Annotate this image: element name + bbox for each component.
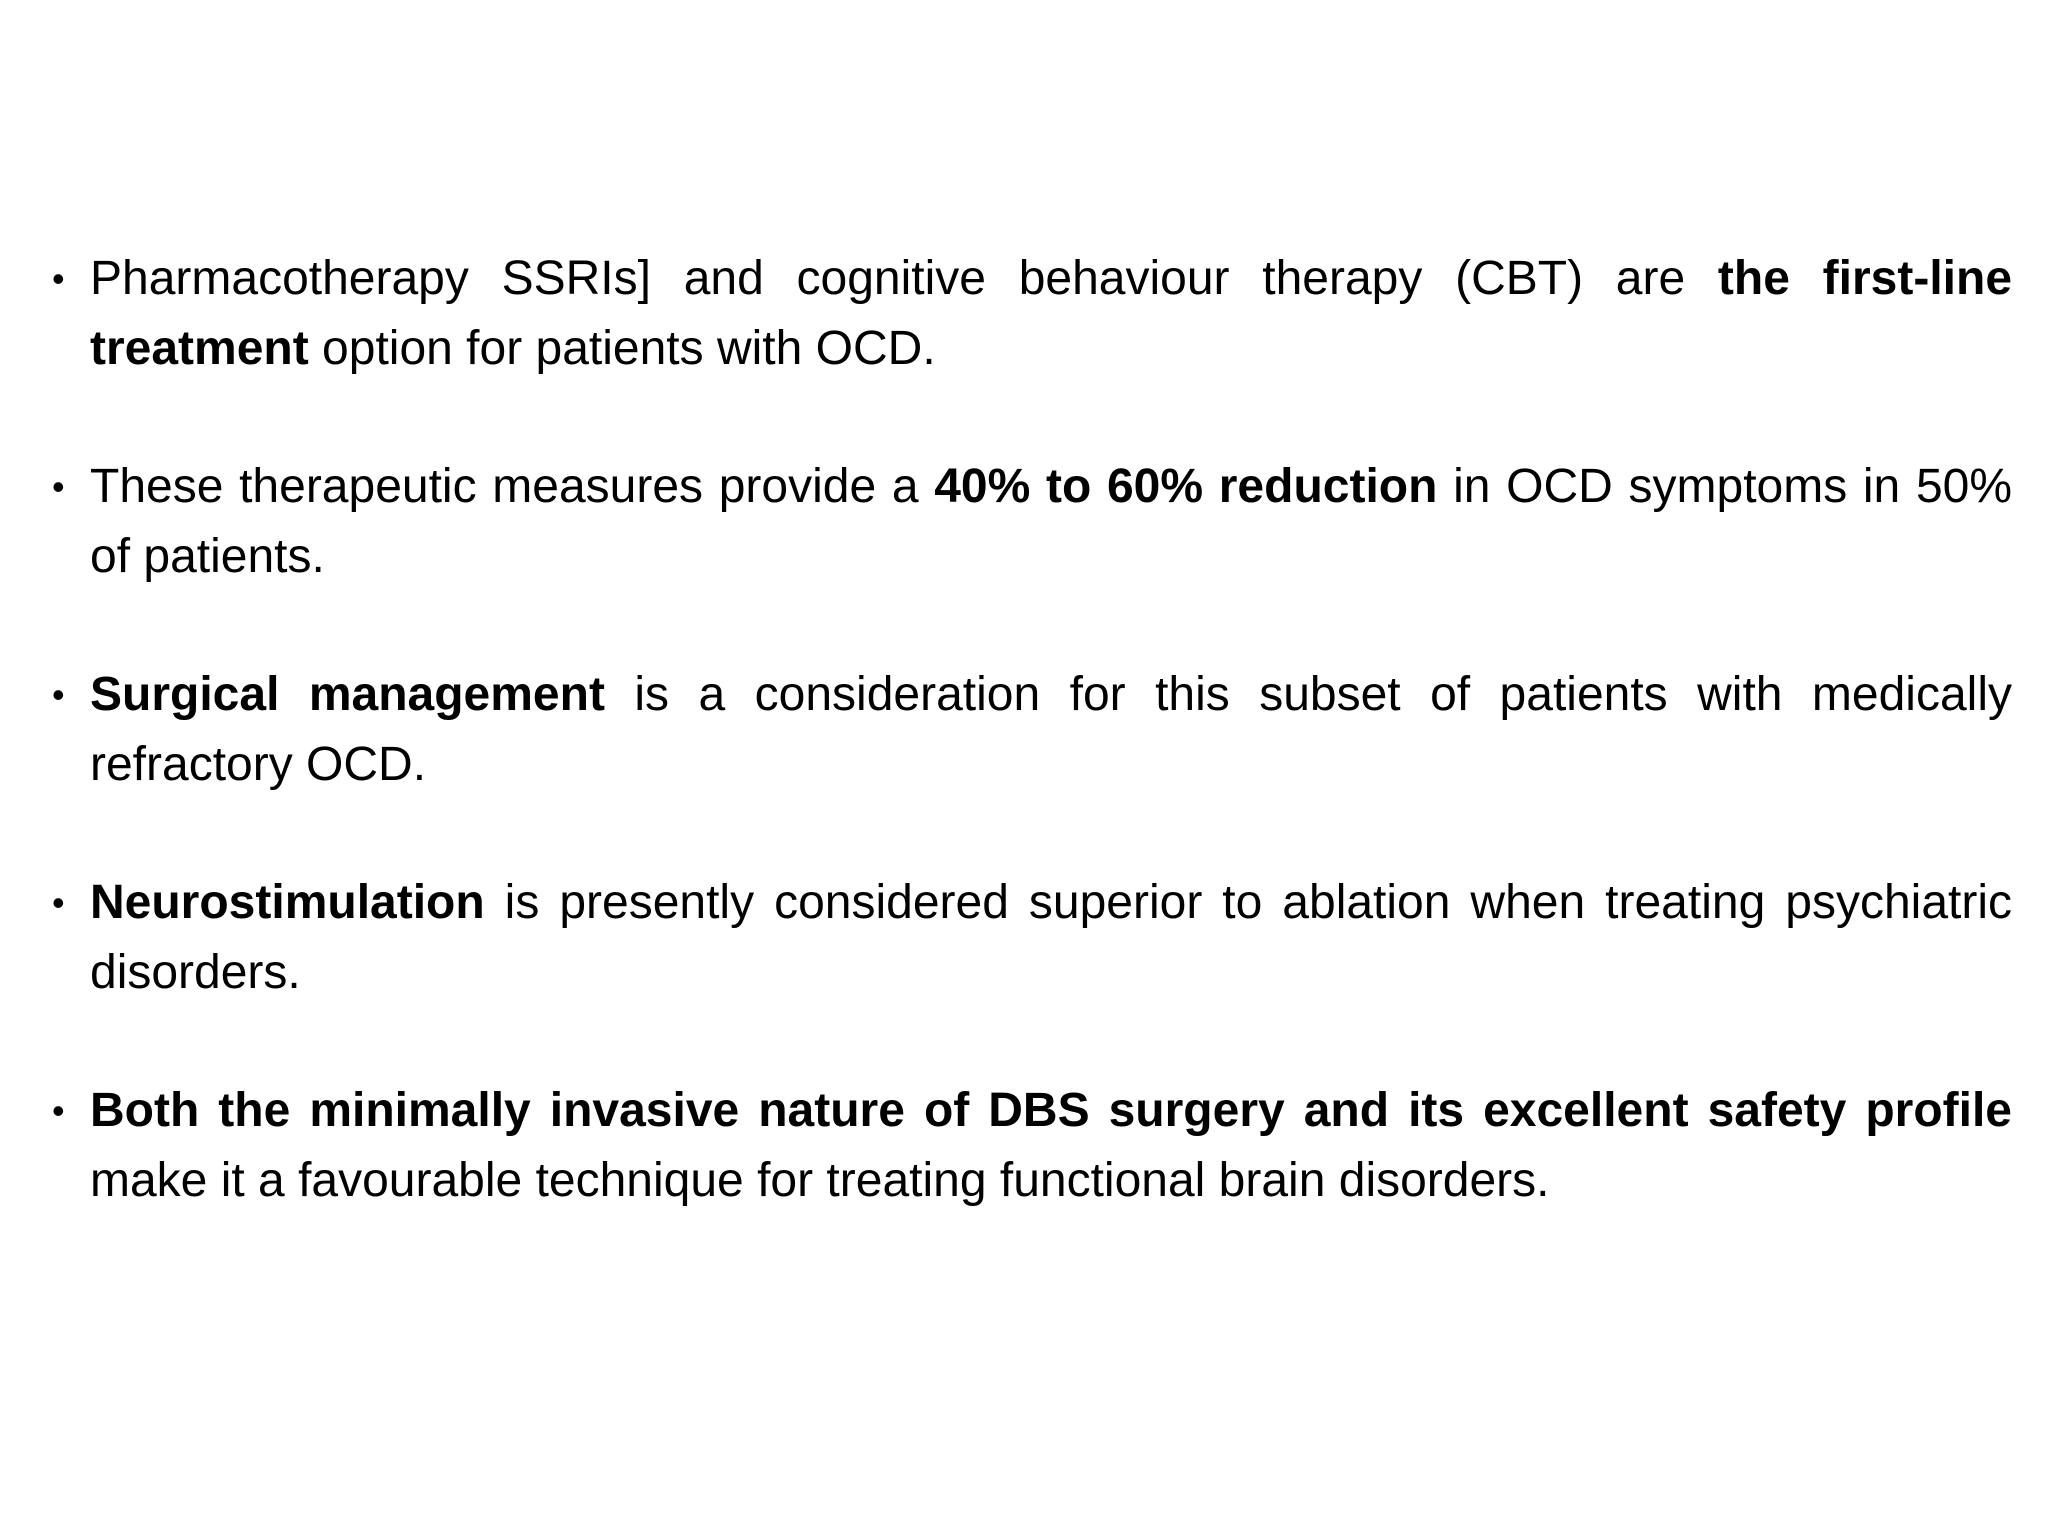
- bullet-dot-icon: •: [52, 258, 65, 299]
- bullet-text-part: in OCD symptoms in 50% of patients.: [90, 460, 2013, 583]
- bullet-dot-icon: •: [52, 882, 65, 923]
- bullet-text-bold: Neurostimulation: [90, 876, 485, 929]
- bullet-text: [90, 876, 2012, 999]
- bullet-dot-icon: •: [52, 1090, 65, 1131]
- bullet-item-dbs-surgery: [52, 1076, 2012, 1216]
- bullet-dot-icon: •: [52, 674, 65, 715]
- bullet-text: [90, 460, 2012, 583]
- bullet-text: [90, 1084, 2012, 1207]
- bullet-text-part: option for patients with OCD.: [308, 322, 936, 375]
- bullet-text-bold: Both the minimally invasive nature of DBS surgery and its excellent safety profile: [90, 1084, 2012, 1137]
- bullet-item-symptom-reduction: [52, 452, 2012, 592]
- bullet-dot-icon: •: [52, 466, 65, 507]
- bullet-text-part: make it a favourable technique for treating functional brain disorders.: [90, 1154, 1550, 1207]
- bullet-item-first-line-treatment: [52, 244, 2012, 384]
- bullet-text-part: is presently considered superior to ablation when treating psychiatric disorders.: [90, 876, 2012, 999]
- bullet-list: [52, 244, 2012, 1284]
- bullet-text-bold: Surgical management: [90, 668, 605, 721]
- bullet-item-surgical-management: [52, 660, 2012, 800]
- bullet-text-part: These therapeutic measures provide a: [90, 460, 935, 513]
- bullet-text: [90, 668, 2012, 791]
- bullet-text-bold: the first-line treatment: [90, 252, 2013, 375]
- bullet-text-part: is a consideration for this subset of patients with medically refractory OCD.: [90, 668, 2012, 791]
- bullet-item-neurostimulation: [52, 868, 2012, 1008]
- bullet-text-part: Pharmacotherapy SSRIs] and cognitive behaviour therapy (CBT) are: [90, 252, 1718, 305]
- bullet-text: [90, 252, 2012, 375]
- bullet-text-bold: 40% to 60% reduction: [934, 460, 1438, 513]
